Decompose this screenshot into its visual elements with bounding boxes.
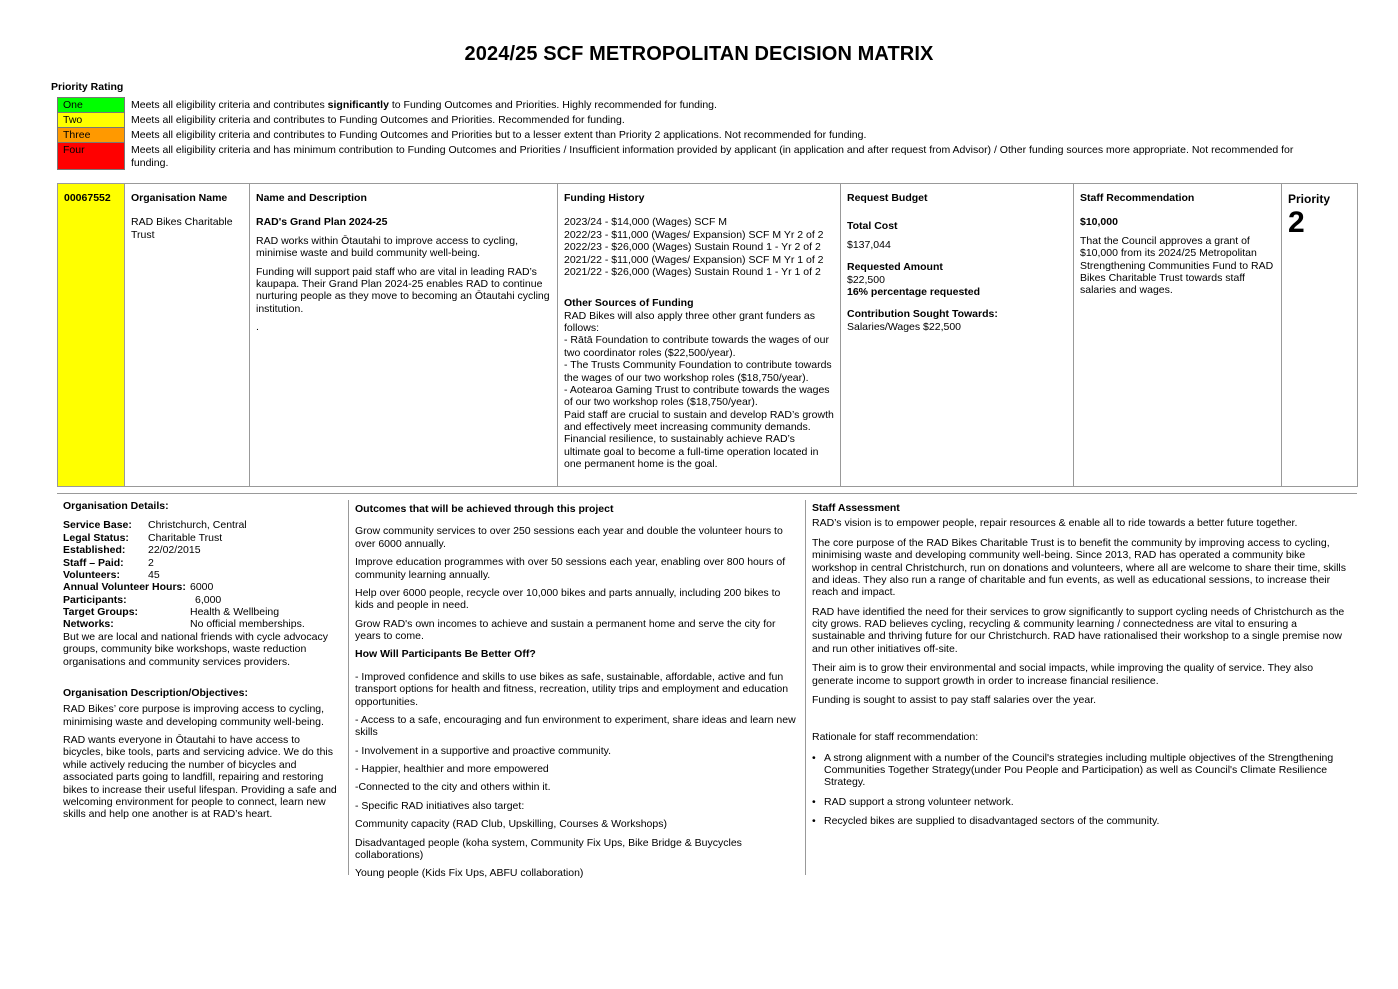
legend-row-two xyxy=(58,113,1327,128)
legend-swatch-three: Three xyxy=(58,128,125,143)
detail-key: Established: xyxy=(63,544,126,557)
outcome-item: Grow RAD's own incomes to achieve and sustain a permanent home and serve the city for years to come. xyxy=(355,617,776,642)
assessment-paragraph: Their aim is to grow their environmental and social impacts, while improving the quality of service. They also generate income to support growth in order to increase financial resilience. xyxy=(812,662,1314,687)
other-source-item: Financial resilience, to sustainably achieve RAD’s ultimate goal to become a full-time operation located in one permanent home is the goal. xyxy=(564,433,819,471)
other-source-item: RAD Bikes will also apply three other grant funders as follows: xyxy=(564,309,815,334)
other-source-item: - Aotearoa Gaming Trust to contribute towards the wages of our two workshop roles ($18,750/year). xyxy=(564,383,830,409)
org-description-2: RAD wants everyone in Ōtautahi to have access to bicycles, bike tools, parts and servicing advice. We do this while actively reducing the number of bicycles and associated parts going to landfill, repairing and restoring bikes to increase their useful lifespan. Providing a safe and welcoming environment for people to connect, learn new skills and help one another is at RAD’s heart. xyxy=(63,734,337,821)
requested-amount-label: Requested Amount xyxy=(847,261,943,274)
org-name-cell xyxy=(125,184,250,487)
organisation-details-column xyxy=(63,500,343,821)
legend-swatch-one: One xyxy=(58,98,125,113)
funding-history-cell xyxy=(558,184,841,487)
better-off-item: - Improved confidence and skills to use bikes as safe, sustainable, affordable, active and fun transport options for health and fitness, recreation, utility trips and employment and education opportunities. xyxy=(355,670,789,708)
other-source-item: - Rātā Foundation to contribute towards the wages of our two coordinator roles ($22,500/year). xyxy=(564,334,829,359)
detail-value: 6,000 xyxy=(195,593,222,606)
project-name: RAD's Grand Plan 2024-25 xyxy=(256,216,388,229)
detail-value: 22/02/2015 xyxy=(148,544,201,557)
org-details-heading: Organisation Details: xyxy=(63,500,169,512)
legend-row-three xyxy=(58,128,1327,143)
name-description-header: Name and Description xyxy=(256,192,367,204)
percentage-requested: 16% percentage requested xyxy=(847,285,981,298)
page-title: 2024/25 SCF METROPOLITAN DECISION MATRIX xyxy=(464,43,934,65)
detail-key: Staff – Paid: xyxy=(63,556,124,569)
detail-key: Volunteers: xyxy=(63,568,120,581)
funding-history-item: 2023/24 - $14,000 (Wages) SCF M xyxy=(564,216,728,229)
detail-key: Target Groups: xyxy=(63,606,139,618)
staff-recommendation-text: That the Council approves a grant of $10,000 from its 2024/25 Metropolitan Strengthening Communities Fund to RAD Bikes Charitable Trust towards staff salaries and wages. xyxy=(1080,234,1274,297)
detail-key: Networks: xyxy=(63,618,114,631)
staff-recommendation-cell xyxy=(1074,184,1282,487)
detail-row-networks xyxy=(63,618,343,630)
assessment-paragraph: Funding is sought to assist to pay staff salaries over the year. xyxy=(812,693,1097,706)
request-budget-header: Request Budget xyxy=(847,192,928,204)
detail-row-staff-paid xyxy=(63,557,343,569)
org-description-heading: Organisation Description/Objectives: xyxy=(63,686,248,699)
legend-desc-two: Meets all eligibility criteria and contributes to Funding Outcomes and Priorities. Recommended for funding. xyxy=(131,113,625,126)
detail-row-volunteer-hours xyxy=(63,581,343,593)
priority-header: Priority xyxy=(1288,192,1331,206)
detail-value: Christchurch, Central xyxy=(148,519,247,532)
staff-assessment-column xyxy=(812,502,1352,835)
funding-history-header: Funding History xyxy=(564,192,645,204)
staff-recommendation-header: Staff Recommendation xyxy=(1080,192,1195,204)
detail-value: No official memberships. xyxy=(190,618,305,631)
legend-desc-one-bold: significantly xyxy=(327,98,389,111)
outcome-item: Help over 6000 people, recycle over 10,000 bikes and parts annually, including 200 bikes to kids and people in need. xyxy=(355,586,781,612)
requested-amount-value: $22,500 xyxy=(847,273,885,286)
detail-key: Legal Status: xyxy=(63,531,129,544)
assessment-paragraph: RAD have identified the need for their services to grow significantly to support cycling needs of Christchurch as the city grows. RAD believes cycling, recycling & community learning / connectedness are vital to ensuring a sustainable and thriving future for our Christchurch. RAD have rationalised their workshop to a single premise now and run other initiatives off-site. xyxy=(812,605,1345,655)
contribution-label: Contribution Sought Towards: xyxy=(847,308,998,321)
detail-row-volunteers xyxy=(63,569,343,581)
assessment-heading: Staff Assessment xyxy=(812,502,900,514)
better-off-item: - Access to a safe, encouraging and fun environment to experiment, share ideas and learn new skills xyxy=(355,713,796,739)
better-off-item: Young people (Kids Fix Ups, ABFU collaboration) xyxy=(355,867,584,880)
funding-history-item: 2022/23 - $11,000 (Wages/ Expansion) SCF M Yr 2 of 2 xyxy=(564,228,824,241)
assessment-paragraph: RAD’s vision is to empower people, repair resources & enable all to ride towards a better future together. xyxy=(812,517,1298,530)
legend-swatch-four: Four xyxy=(58,143,125,170)
outcomes-heading: Outcomes that will be achieved through this project xyxy=(355,503,614,515)
project-desc-2: Funding will support paid staff who are vital in leading RAD’s kaupapa. Their Grand Plan 2024-25 enables RAD to continue nurturing people as they move to becoming an Ōtautahi cycling institution. xyxy=(256,265,550,315)
legend-desc-one-post: to Funding Outcomes and Priorities. Highly recommended for funding. xyxy=(388,98,717,111)
detail-value: Health & Wellbeing xyxy=(190,606,280,618)
rationale-list xyxy=(812,752,1352,828)
detail-value: 45 xyxy=(148,568,160,581)
project-desc-1: RAD works within Ōtautahi to improve access to cycling, minimise waste and build community well-being. xyxy=(256,234,519,260)
better-off-item: Disadvantaged people (koha system, Community Fix Ups, Bike Bridge & Buycycles collaborations) xyxy=(355,836,742,861)
legend-row-one xyxy=(58,98,1327,113)
detail-row-participants xyxy=(63,594,343,606)
contribution-value: Salaries/Wages $22,500 xyxy=(847,320,962,333)
project-desc-3: . xyxy=(256,321,259,333)
detail-value: 2 xyxy=(148,556,154,569)
total-cost-label: Total Cost xyxy=(847,220,898,233)
outcome-item: Improve education programmes with over 50 sessions each year, enabling over 800 hours of community learning annually. xyxy=(355,556,786,581)
other-source-item: Paid staff are crucial to sustain and develop RAD’s growth and effectively meet increasing community demands. xyxy=(564,408,834,433)
legend-swatch-two: Two xyxy=(58,113,125,128)
detail-key: Annual Volunteer Hours: xyxy=(63,581,186,594)
detail-value: Charitable Trust xyxy=(148,531,223,544)
detail-key: Service Base: xyxy=(63,519,132,532)
priority-value: 2 xyxy=(1288,206,1305,240)
better-off-item: - Specific RAD initiatives also target: xyxy=(355,799,525,812)
legend-desc-one xyxy=(125,98,1327,113)
better-off-item: - Involvement in a supportive and proactive community. xyxy=(355,744,612,757)
staff-recommendation-amount: $10,000 xyxy=(1080,216,1118,229)
application-row xyxy=(58,184,1358,487)
org-name-header: Organisation Name xyxy=(131,192,228,204)
org-name: RAD Bikes Charitable Trust xyxy=(131,216,233,241)
better-off-item: -Connected to the city and others within it. xyxy=(355,781,551,794)
networks-more: But we are local and national friends with cycle advocacy groups, community bike workshops, waste reduction organisations and community services providers. xyxy=(63,630,328,668)
priority-legend xyxy=(57,97,1327,170)
funding-history-item: 2022/23 - $26,000 (Wages) Sustain Round 1 - Yr 2 of 2 xyxy=(564,241,821,254)
legend-row-four xyxy=(58,143,1327,170)
priority-cell xyxy=(1282,184,1358,487)
total-cost-value: $137,044 xyxy=(847,238,891,251)
funding-history-item: 2021/22 - $26,000 (Wages) Sustain Round 1 - Yr 1 of 2 xyxy=(564,265,821,278)
section-divider xyxy=(57,493,1357,494)
better-off-heading: How Will Participants Be Better Off? xyxy=(355,648,536,661)
other-sources-header: Other Sources of Funding xyxy=(564,297,694,310)
detail-value: 6000 xyxy=(190,581,214,594)
better-off-item: Community capacity (RAD Club, Upskilling, Courses & Workshops) xyxy=(355,818,667,831)
name-description-cell xyxy=(250,184,558,487)
detail-row-established xyxy=(63,544,343,556)
legend-desc-three: Meets all eligibility criteria and contributes to Funding Outcomes and Priorities but to a lesser extent than Priority 2 applications. Not recommended for funding. xyxy=(131,128,867,141)
application-table xyxy=(57,183,1358,487)
detail-row-service-base xyxy=(63,519,343,531)
outcome-item: Grow community services to over 250 sessions each year and double the volunteer hours to over 6000 annually. xyxy=(355,525,783,550)
detail-key: Participants: xyxy=(63,593,127,606)
legend-desc-four: Meets all eligibility criteria and has minimum contribution to Funding Outcomes and Priorities / Insufficient information provided by applicant (in application and after request from Advisor) / Other funding sources more appropriate. Not recommended for funding. xyxy=(131,143,1294,169)
rationale-heading: Rationale for staff recommendation: xyxy=(812,731,979,744)
other-source-item: - The Trusts Community Foundation to contribute towards the wages of our two workshop roles ($18,750/year). xyxy=(564,359,832,384)
outcomes-column xyxy=(348,500,806,880)
better-off-item: - Happier, healthier and more empowered xyxy=(355,763,549,775)
org-description-1: RAD Bikes’ core purpose is improving access to cycling, minimising waste and developing community well-being. xyxy=(63,703,325,728)
request-budget-cell xyxy=(841,184,1074,487)
funding-history-item: 2021/22 - $11,000 (Wages/ Expansion) SCF M Yr 1 of 2 xyxy=(564,253,824,266)
assessment-paragraph: The core purpose of the RAD Bikes Charitable Trust is to benefit the community by improving access to cycling, minimising waste and developing community well-being. Since 2013, RAD has operated a community bike workshop in central Christchurch, run on donations and volunteers, where all are welcome to share their time, skills and ideas. They also run a range of charitable and fun events, as well as educational sessions, to increase their reach and impact. xyxy=(812,536,1347,599)
application-id: 00067552 xyxy=(58,184,125,487)
legend-desc-one-pre: Meets all eligibility criteria and contributes xyxy=(131,98,328,111)
detail-row-target-groups xyxy=(63,606,343,618)
rationale-item: • A strong alignment with a number of the Council's strategies including multiple objectives of the Strengthening Communities Together Strategy(under Pou People and Participation) as well as Council's Climate Resilience Strategy. xyxy=(812,752,1352,789)
priority-rating-heading: Priority Rating xyxy=(51,81,124,93)
rationale-item: • RAD support a strong volunteer network. xyxy=(812,796,1352,808)
detail-row-legal-status xyxy=(63,532,343,544)
rationale-item: • Recycled bikes are supplied to disadvantaged sectors of the community. xyxy=(812,815,1352,827)
